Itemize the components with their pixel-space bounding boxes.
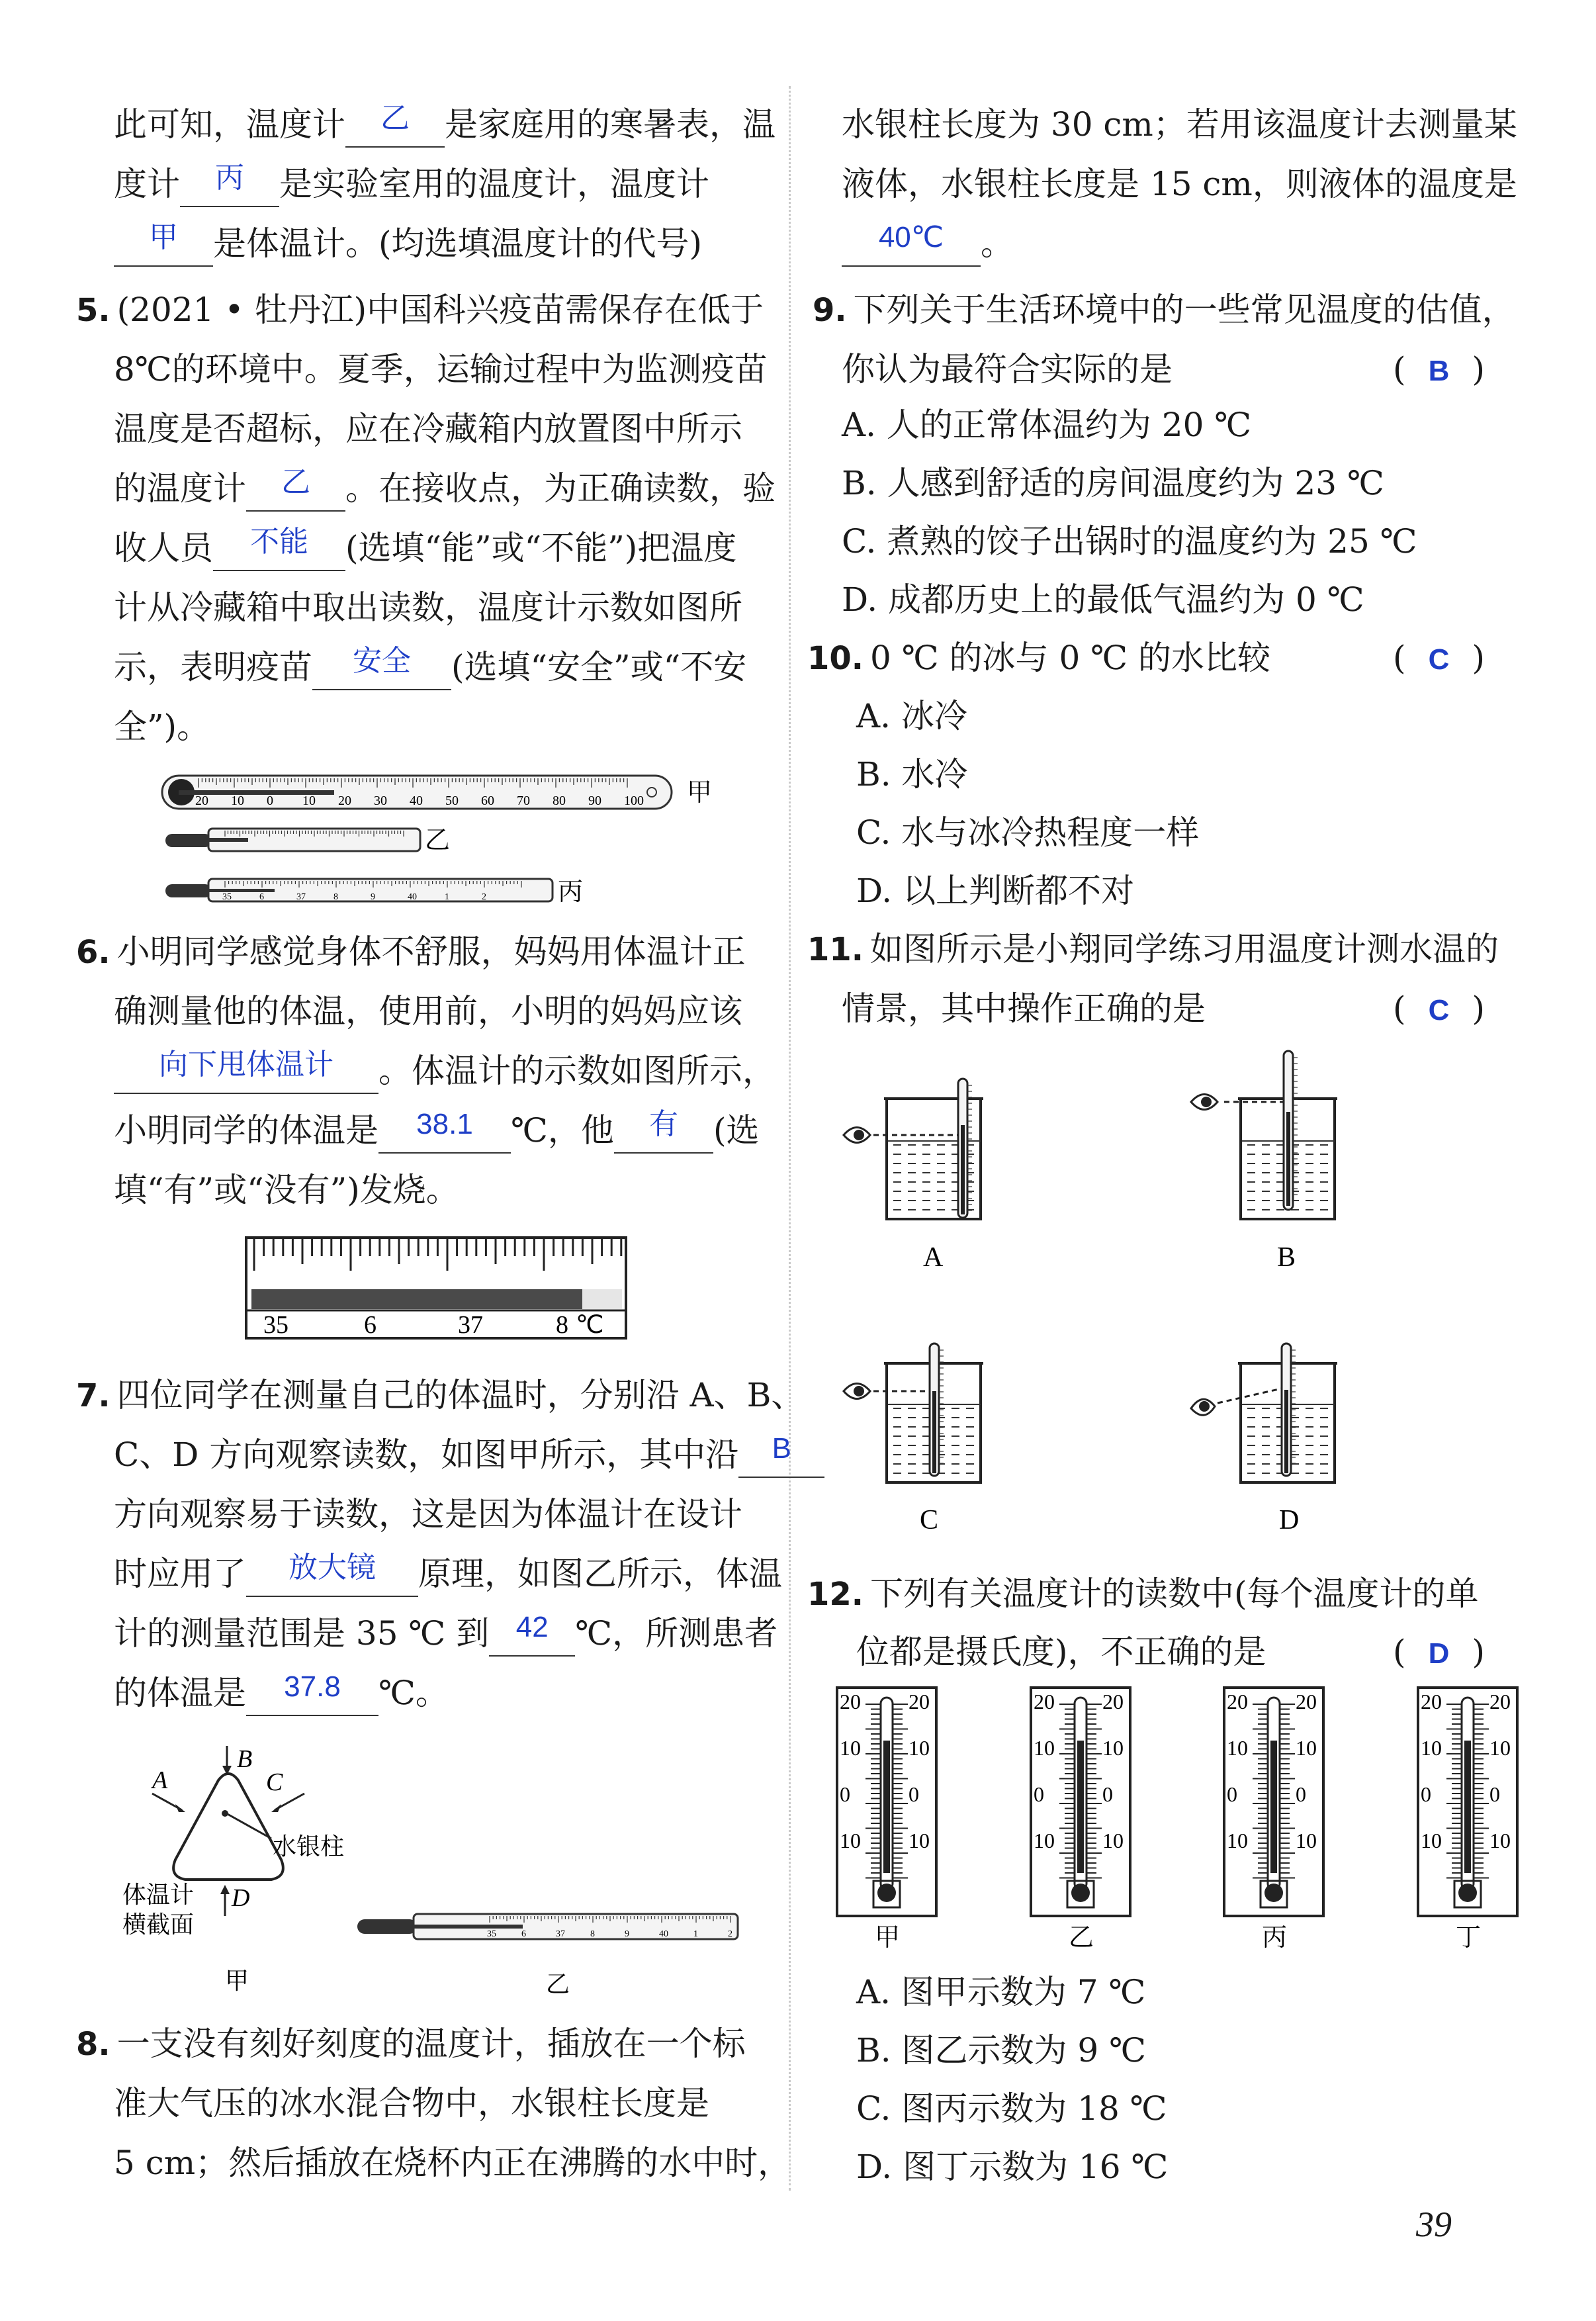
q12-thermometer-bulb [877, 1884, 896, 1902]
q7-label-c: C [266, 1768, 283, 1796]
q7-label-yi: 乙 [546, 1971, 570, 1998]
q12-scale-label-right: 10 [909, 1829, 930, 1852]
q6-scale-36: 6 [364, 1311, 377, 1339]
q7-scale-label: 37 [556, 1929, 565, 1939]
q10-answer-paren: ( C ) [1393, 639, 1485, 677]
thermometer-bing-scale-label: 8 [333, 892, 338, 902]
q6-answer-1: 向下甩体温计 [159, 1048, 333, 1081]
q6-scale-37: 37 [458, 1311, 483, 1339]
q5-answer-3: 安全 [353, 645, 411, 677]
q5-line-2: 8℃的环境中。夏季，运输过程中为监测疫苗 [114, 350, 768, 388]
q7-scale-label: 1 [693, 1929, 698, 1939]
q6-thermometer-figure [245, 1236, 629, 1342]
q9-option-a: A. 人的正常体温约为 20 ℃ [842, 406, 1252, 444]
q9-option-b: B. 人感到舒适的房间温度约为 23 ℃ [842, 464, 1384, 502]
column-divider [789, 86, 791, 2191]
q6-answer-2: 38.1 [416, 1108, 473, 1140]
q12-thermometer-liquid [1270, 1741, 1277, 1873]
page-number: 39 [1416, 2205, 1452, 2244]
thermometer-jia-scale-label: 90 [588, 794, 601, 808]
q12-figure-label: 甲 [875, 1923, 901, 1952]
q7-line-5: 计的测量范围是 35 ℃ 到 42 ℃，所测患者 [114, 1614, 777, 1657]
q12-scale-label-left: 10 [1034, 1829, 1055, 1852]
q12-thermometer-liquid [883, 1741, 890, 1873]
q7-thermometer-liquid [414, 1925, 523, 1929]
q7-scale-label: 35 [487, 1929, 496, 1939]
q12-scale-label-right: 10 [1489, 1736, 1511, 1760]
q4-line-2: 度计 丙 是实验室用的温度计，温度计 [114, 164, 709, 207]
q6-scale-38: 8 [556, 1311, 568, 1339]
thermometer-yi-label: 乙 [425, 827, 451, 854]
q12-scale-label-left: 20 [1421, 1690, 1442, 1713]
thermometer-jia-scale-label: 60 [481, 794, 494, 808]
q12-scale-label-right: 10 [1102, 1829, 1124, 1852]
q8-line-1: 8. 一支没有刻好刻度的温度计，插放在一个标 [76, 2025, 746, 2063]
q9-answer: B [1428, 355, 1450, 387]
q7-line-4: 时应用了 放大镜 原理，如图乙所示，体温 [114, 1554, 782, 1597]
q4-line-1: 此可知，温度计 乙 是家庭用的寒暑表，温 [114, 105, 776, 148]
q11-scene-c [844, 1343, 983, 1535]
thermometer-bing-scale-label: 37 [296, 892, 306, 902]
q7-scale-label: 9 [625, 1929, 629, 1939]
q9-option-c: C. 煮熟的饺子出锅时的温度约为 25 ℃ [842, 522, 1417, 561]
q8-tail-line-3: 40℃ 。 [842, 224, 1014, 267]
q12-option-a: A. 图甲示数为 7 ℃ [856, 1973, 1146, 2011]
q7-answer-4: 37.8 [284, 1670, 341, 1703]
q10-option-b: B. 水冷 [856, 755, 968, 794]
q12-scale-label-left: 10 [1034, 1736, 1055, 1760]
q12-scale-label-left: 10 [1421, 1829, 1442, 1852]
q7-label-section-2: 横截面 [122, 1911, 195, 1938]
q12-option-c: C. 图丙示数为 18 ℃ [856, 2089, 1167, 2128]
q10-number: 10. [807, 640, 864, 677]
q11-figure [840, 1046, 1568, 1549]
q6-mercury-column [251, 1289, 582, 1309]
q12-thermometer-bulb [1264, 1884, 1283, 1902]
q9-option-d: D. 成都历史上的最低气温约为 0 ℃ [842, 580, 1364, 619]
q12-scale-label-right: 20 [1296, 1690, 1317, 1713]
thermometer-jia-label: 甲 [687, 779, 713, 807]
q5-line-1: 5. (2021 • 牡丹江)中国科兴疫苗需保存在低于 [76, 291, 764, 329]
q6-answer-3: 有 [648, 1108, 678, 1140]
thermometer-jia-scale-label: 20 [338, 794, 351, 808]
q11-scene-b [1191, 1051, 1337, 1273]
q7-scale-label: 40 [659, 1929, 668, 1939]
thermometer-bing-scale-label: 1 [445, 892, 449, 902]
q7-mercury-dot [222, 1810, 228, 1817]
q5-line-5: 收人员 不能 (选填“能”或“不能”)把温度 [114, 528, 736, 571]
q12-line-2: 位都是摄氏度)，不正确的是 [856, 1633, 1266, 1671]
q12-thermometer-bulb [1071, 1884, 1090, 1902]
q11-scene-a [844, 1079, 983, 1273]
q4-answer-1: 乙 [380, 102, 410, 134]
q7-line-1: 7. 四位同学在测量自己的体温时，分别沿 A、B、 [76, 1376, 805, 1414]
q12-scale-label-right: 10 [1296, 1736, 1317, 1760]
q12-scale-label-right: 10 [1489, 1829, 1511, 1852]
thermometer-jia-scale-label: 10 [302, 794, 316, 808]
q12-scale-label-right: 20 [1489, 1690, 1511, 1713]
thermometer-bing-scale-label: 2 [482, 892, 486, 902]
q5-line-6: 计从冷藏箱中取出读数，温度计示数如图所 [114, 588, 742, 627]
q4-answer-3: 甲 [149, 221, 178, 253]
q12-scale-label-left: 10 [1421, 1736, 1442, 1760]
q8-tail-line-2: 液体，水银柱长度是 15 cm，则液体的温度是 [842, 165, 1517, 203]
thermometer-bing-label: 丙 [558, 878, 584, 906]
q10-option-a: A. 冰冷 [856, 697, 967, 735]
q6-line-2: 确测量他的体温，使用前，小明的妈妈应该 [114, 992, 742, 1030]
q7-number: 7. [76, 1377, 111, 1414]
q7-answer-1: B [772, 1432, 791, 1465]
q11-line-1: 11. 如图所示是小翔同学练习用温度计测水温的 [807, 930, 1499, 968]
q7-thermometer-figure [357, 1906, 754, 1999]
q7-thermometer-bulb [357, 1919, 417, 1934]
q7-line-6: 的体温是 37.8 ℃。 [114, 1673, 449, 1716]
q7-label-section-1: 体温计 [122, 1882, 195, 1909]
q12-figure-label: 丙 [1262, 1923, 1288, 1952]
q7-line-2: C、D 方向观察读数，如图甲所示，其中沿 B [114, 1435, 824, 1478]
q12-line-1: 12. 下列有关温度计的读数中(每个温度计的单 [807, 1574, 1479, 1613]
q7-label-jia: 甲 [225, 1968, 249, 1995]
q12-scale-label-left: 20 [1227, 1690, 1248, 1713]
thermometer-bing-scale-label: 40 [408, 892, 417, 902]
thermometer-bing-liquid [208, 889, 275, 892]
q9-number: 9. [813, 292, 847, 329]
q12-scale-label-left: 10 [840, 1829, 861, 1852]
q5-line-7: 示，表明疫苗 安全 (选填“安全”或“不安 [114, 647, 746, 690]
q6-line-3: 向下甩体温计 。体温计的示数如图所示， [114, 1051, 776, 1094]
q8-line-2: 准大气压的冰水混合物中，水银柱长度是 [114, 2084, 709, 2122]
q12-figure-label: 乙 [1069, 1923, 1094, 1952]
q12-scale-label-left: 0 [840, 1782, 850, 1806]
q12-option-d: D. 图丁示数为 16 ℃ [856, 2148, 1169, 2186]
thermometer-jia-scale-label: 80 [553, 794, 566, 808]
q12-scale-label-right: 0 [909, 1782, 919, 1806]
q7-answer-3: 42 [515, 1611, 549, 1643]
q12-thermometer-liquid [1077, 1741, 1084, 1873]
thermometer-jia-scale-label: 0 [267, 794, 273, 808]
q5-line-8: 全”)。 [114, 707, 210, 746]
q7-label-b: B [237, 1745, 253, 1773]
q10-option-c: C. 水与冰冷热程度一样 [856, 813, 1200, 852]
q12-scale-label-left: 0 [1227, 1782, 1237, 1806]
q11-answer-paren: ( C ) [1393, 989, 1485, 1028]
q7-label-a: A [152, 1766, 168, 1794]
q12-scale-label-left: 0 [1421, 1782, 1431, 1806]
q11-answer: C [1428, 994, 1450, 1026]
q12-scale-label-right: 10 [909, 1736, 930, 1760]
thermometer-jia-scale-label: 40 [410, 794, 423, 808]
q12-scale-label-right: 0 [1102, 1782, 1113, 1806]
q11-label-b: B [1277, 1242, 1296, 1273]
q11-label-c: C [920, 1505, 939, 1535]
q12-scale-label-left: 0 [1034, 1782, 1044, 1806]
q12-scale-label-left: 10 [1227, 1736, 1248, 1760]
thermometer-jia-scale-label: 70 [517, 794, 530, 808]
q7-label-d: D [232, 1884, 250, 1912]
q12-option-b: B. 图乙示数为 9 ℃ [856, 2031, 1147, 2070]
q6-line-1: 6. 小明同学感觉身体不舒服，妈妈用体温计正 [76, 933, 746, 971]
q12-scale-label-right: 20 [1102, 1690, 1124, 1713]
q12-thermometer-bulb [1458, 1884, 1477, 1902]
q4-line-3: 甲 是体温计。(均选填温度计的代号) [114, 224, 702, 267]
q5-line-4: 的温度计 乙 。在接收点，为正确读数，验 [114, 469, 776, 512]
q11-number: 11. [807, 931, 864, 968]
q12-answer: D [1428, 1637, 1450, 1670]
q6-scale-unit: ℃ [576, 1311, 604, 1339]
thermometer-bing-bulb [165, 884, 212, 897]
q12-scale-label-right: 10 [1296, 1829, 1317, 1852]
q4-answer-2: 丙 [215, 161, 244, 194]
q7-cross-section-figure [119, 1741, 384, 1999]
q8-number: 8. [76, 2026, 111, 2063]
q5-answer-1: 乙 [281, 466, 310, 498]
q12-scale-label-left: 10 [840, 1736, 861, 1760]
q6-line-5: 填“有”或“没有”)发烧。 [114, 1171, 459, 1209]
q12-scale-label-left: 20 [840, 1690, 861, 1713]
q9-answer-paren: ( B ) [1393, 350, 1485, 388]
q6-empty-capillary [582, 1289, 622, 1309]
thermometer-jia-scale-label: 10 [231, 794, 244, 808]
q11-line-2: 情景，其中操作正确的是 [842, 989, 1206, 1028]
q7-scale-label: 6 [521, 1929, 526, 1939]
q12-scale-label-right: 0 [1296, 1782, 1306, 1806]
q8-tail-line-1: 水银柱长度为 30 cm；若用该温度计去测量某 [842, 105, 1517, 144]
thermometer-bing-scale-label: 6 [259, 892, 264, 902]
q12-answer-paren: ( D ) [1393, 1633, 1485, 1671]
q5-answer-2: 不能 [250, 525, 308, 558]
q10-line-1: 10. 0 ℃ 的冰与 0 ℃ 的水比较 [807, 639, 1270, 677]
thermometer-jia-scale-label: 100 [624, 794, 644, 808]
q6-scale-35: 35 [263, 1311, 288, 1339]
q7-scale-label: 2 [728, 1929, 732, 1939]
q12-scale-label-left: 10 [1227, 1829, 1248, 1852]
q12-figure-label: 丁 [1456, 1923, 1482, 1952]
q11-label-a: A [923, 1242, 944, 1273]
q12-scale-label-right: 20 [909, 1690, 930, 1713]
q12-scale-label-right: 0 [1489, 1782, 1500, 1806]
thermometer-jia-scale-label: 20 [195, 794, 208, 808]
q7-scale-label: 8 [590, 1929, 595, 1939]
q9-line-2: 你认为最符合实际的是 [842, 350, 1173, 388]
thermometer-jia-scale-label: 30 [374, 794, 387, 808]
q7-line-3: 方向观察易于读数，这是因为体温计在设计 [114, 1495, 742, 1533]
q11-label-d: D [1279, 1505, 1300, 1535]
q5-thermometer-figure [159, 768, 728, 920]
thermometer-bing-scale-label: 35 [222, 892, 232, 902]
q11-scene-d [1191, 1343, 1337, 1535]
q5-line-3: 温度是否超标，应在冷藏箱内放置图中所示 [114, 410, 742, 448]
q6-number: 6. [76, 934, 111, 971]
q7-answer-2: 放大镜 [288, 1551, 376, 1584]
q12-figure [834, 1688, 1581, 1952]
q7-label-mercury: 水银柱 [273, 1833, 345, 1860]
q8-answer: 40℃ [878, 221, 944, 253]
thermometer-yi-bulb [165, 834, 212, 847]
q12-thermometer-liquid [1464, 1741, 1471, 1873]
q10-answer: C [1428, 643, 1450, 676]
q10-option-d: D. 以上判断都不对 [856, 872, 1135, 910]
q12-number: 12. [807, 1576, 864, 1613]
q12-scale-label-left: 20 [1034, 1690, 1055, 1713]
thermometer-bing-scale-label: 9 [371, 892, 375, 902]
q8-line-3: 5 cm；然后插放在烧杯内正在沸腾的水中时， [114, 2144, 791, 2182]
thermometer-jia-scale-label: 50 [445, 794, 459, 808]
q5-number: 5. [76, 292, 111, 329]
thermometer-yi-liquid [208, 838, 248, 842]
q9-line-1: 9. 下列关于生活环境中的一些常见温度的估值， [813, 291, 1515, 329]
q12-scale-label-right: 10 [1102, 1736, 1124, 1760]
q6-line-4: 小明同学的体温是 38.1 ℃，他 有 (选 [114, 1111, 759, 1154]
